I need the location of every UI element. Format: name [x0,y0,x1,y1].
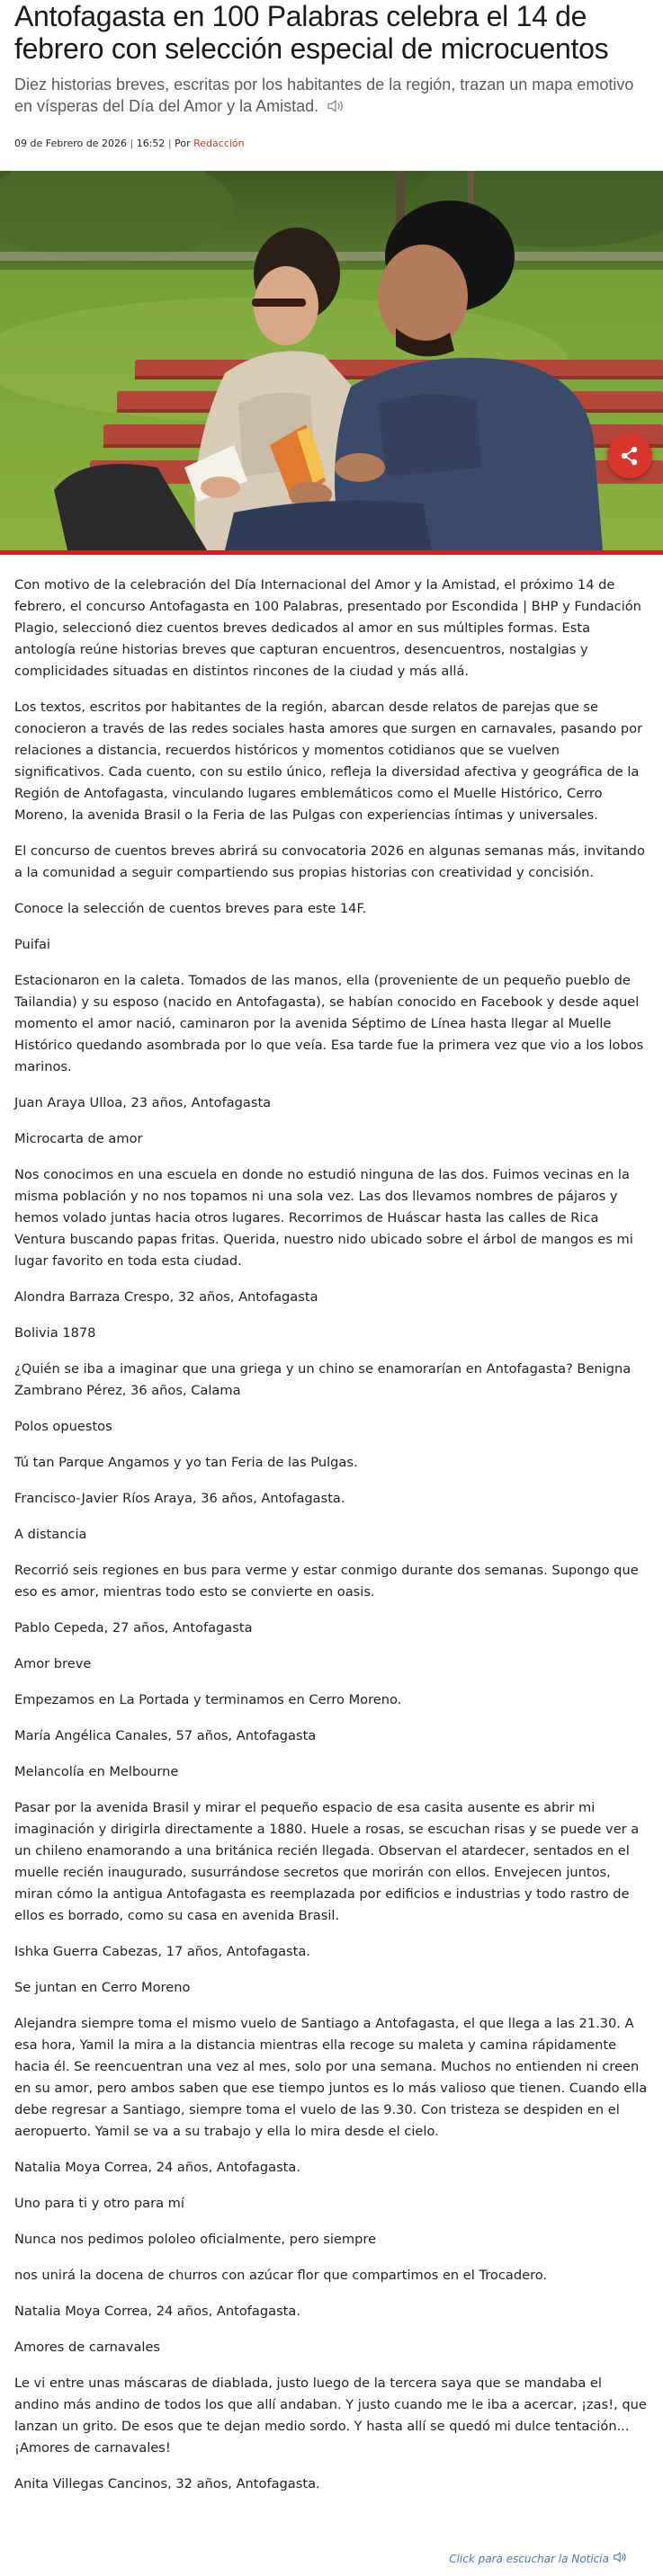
author-link[interactable]: Redacción [193,138,245,149]
article-paragraph: Puifai [14,937,50,952]
article-paragraph: ¿Quién se iba a imaginar que una griega y un chino se enamorarían en Antofagasta? Benigna Zambrano Pérez, 36 años, Calama [14,1361,632,1398]
article-paragraph: Francisco-Javier Ríos Araya, 36 años, Antofagasta. [14,1491,345,1506]
article-paragraph: Alejandra siempre toma el mismo vuelo de Santiago a Antofagasta, el que llega a las 21.30. A esa hora, Yamil la mira a la distancia mientras ella recoge su maleta y camina rápidamente hacia él. Se reencuentran una vez al mes, solo por una semana. Muchos no entienden ni creen en su amor, pero ambos saben que ese tiempo juntos es lo más valioso que tienen. Cuando ella debe regresar a Santiago, siempre toma el vuelo de las 9.30. Con tristeza se despiden en el aeropuerto. Yamil se va a su trabajo y ella lo mira desde el cielo. [14,2016,648,2139]
article-paragraph: María Angélica Canales, 57 años, Antofagasta [14,1728,317,1743]
publish-time: 16:52 [136,138,166,149]
byline-prefix: Por [175,138,191,149]
article-paragraph: Pasar por la avenida Brasil y mirar el pequeño espacio de esa casita ausente es abrir mi imaginación y dirigirla directamente a 1880. Huele a rosas, se escuchan risas y se puede ver a un chileno enamorando a una británica recién llegada. Observan el atardecer, sentados en el muelle recién inaugurado, susurrándose secretos que morirán con ellos. Envejecen juntos, miran cómo la antigua Antofagasta es reemplazada por edificios e industrias y todo rastro de ellos es borrado, como su casa en avenida Brasil. [14,1800,640,1923]
share-button[interactable] [607,433,652,478]
article-paragraph: Juan Araya Ulloa, 23 años, Antofagasta [14,1095,272,1110]
article-paragraph: Nos conocimos en una escuela en donde no estudió ninguna de las dos. Fuimos vecinas en la misma población y no nos topamos ni una sola vez. Las dos llevamos nombres de pájaros y hemos volado juntas hacia otros lugares. Recorrimos de Huáscar hasta las calles de Rica Ventura buscando papas fritas. Querida, nuestro nido ubicado sobre el árbol de mangos es mi lugar favorito en toda esta ciudad. [14,1167,633,1269]
article-paragraph: Alondra Barraza Crespo, 32 años, Antofagasta [14,1289,318,1305]
share-icon [619,445,641,467]
article-paragraph: Nunca nos pedimos pololeo oficialmente, pero siempre [14,2232,377,2247]
article-paragraph: A distancia [14,1527,87,1542]
article-paragraph: Uno para ti y otro para mí [14,2196,184,2211]
article-paragraph: Le vi entre unas máscaras de diablada, justo luego de la tercera saya que se mandaba el andino más andino de todos los que allí andaban. Y justo cuando me le iba a acercar, ¡zas!, que lanzan un grito. De esos que te dejan medio sordo. Y hasta allí se quedó mi dulce tentación...¡Amores de carnavales! [14,2375,647,2456]
article-paragraph: Tú tan Parque Angamos y yo tan Feria de las Pulgas. [14,1455,358,1470]
article-subtitle [0,74,663,117]
article-paragraph: nos unirá la docena de churros con azúcar flor que compartimos en el Trocadero. [14,2268,548,2283]
article-paragraph: Conoce la selección de cuentos breves para este 14F. [14,901,367,916]
article-paragraph: Empezamos en La Portada y terminamos en Cerro Moreno. [14,1692,402,1707]
article-paragraph: El concurso de cuentos breves abrirá su convocatoria 2026 en algunas semanas más, invitando a la comunidad a seguir compartiendo sus propias historias con creatividad y concisión. [14,843,645,880]
article-paragraph: Estacionaron en la caleta. Tomados de las manos, ella (proveniente de un pequeño pueblo de Tailandia) y su esposo (nacido en Antofagasta), se habían conocido en Facebook y desde aquel momento el amor nació, caminaron por la avenida Séptimo de Línea hasta llegar al Muelle Histórico quedando asombrada por lo que veía. Esa tarde fue la primera vez que vio a los lobos marinos. [14,973,644,1074]
article-paragraph: Natalia Moya Correa, 24 años, Antofagasta. [14,2160,300,2175]
article-meta [0,137,663,151]
article-paragraph: Ishka Guerra Cabezas, 17 años, Antofagasta. [14,1944,310,1959]
meta-separator: | [130,138,137,149]
article-paragraph: Bolivia 1878 [14,1325,96,1341]
article-paragraph: Microcarta de amor [14,1131,143,1146]
article-paragraph: Anita Villegas Cancinos, 32 años, Antofagasta. [14,2476,320,2491]
article-paragraph: Amor breve [14,1656,92,1671]
speaker-icon[interactable] [327,97,346,111]
listen-label: Click para escuchar la Noticia [449,2552,609,2565]
article-paragraph: Polos opuestos [14,1419,112,1434]
listen-article-link[interactable] [449,2551,629,2566]
meta-separator: | [167,138,175,149]
article-headline: Antofagasta en 100 Palabras celebra el 14 de febrero con selección especial de microcuentos [14,0,609,65]
publish-date: 09 de Febrero de 2026 [14,138,128,149]
article-paragraph: Con motivo de la celebración del Día Internacional del Amor y la Amistad, el próximo 14 de febrero, el concurso Antofagasta en 100 Palabras, presentado por Escondida | BHP y Fundación Plagio, seleccionó diez cuentos breves dedicados al amor en sus múltiples formas. Esta antología reúne historias breves que capturan encuentros, desencuentros, nostalgias y complicidades situadas en distintos rincones de la ciudad y más allá. [14,577,641,679]
article-paragraph: Se juntan en Cerro Moreno [14,1980,191,1995]
speaker-icon [613,2551,629,2566]
hero-photo-illustration [0,171,663,550]
article-paragraph: Recorrió seis regiones en bus para verme y estar conmigo durante dos semanas. Supongo que eso es amor, mientras todo esto se convierte en oasis. [14,1563,639,1600]
article-body [0,555,663,2495]
article-paragraph: Natalia Moya Correa, 24 años, Antofagasta. [14,2304,300,2319]
article-paragraph: Pablo Cepeda, 27 años, Antofagasta [14,1620,253,1636]
subtitle-text: Diez historias breves, escritas por los habitantes de la región, trazan un mapa emotivo en vísperas del Día del Amor y la Amistad. [14,76,634,115]
article-paragraph: Melancolía en Melbourne [14,1764,179,1779]
article-paragraph: Los textos, escritos por habitantes de la región, abarcan desde relatos de parejas que se conocieron a través de las redes sociales hasta amores que surgen en carnavales, pasando por relaciones a distancia, recuerdos históricos y momentos cotidianos que se vuelven significativos. Cada cuento, con su estilo único, refleja la diversidad afectiva y geográfica de la Región de Antofagasta, vinculando lugares emblemáticos como el Muelle Histórico, Cerro Moreno, la avenida Brasil o la Feria de las Pulgas con experiencias íntimas y universales. [14,700,643,823]
hero-image [0,171,663,555]
article-paragraph: Amores de carnavales [14,2340,161,2355]
